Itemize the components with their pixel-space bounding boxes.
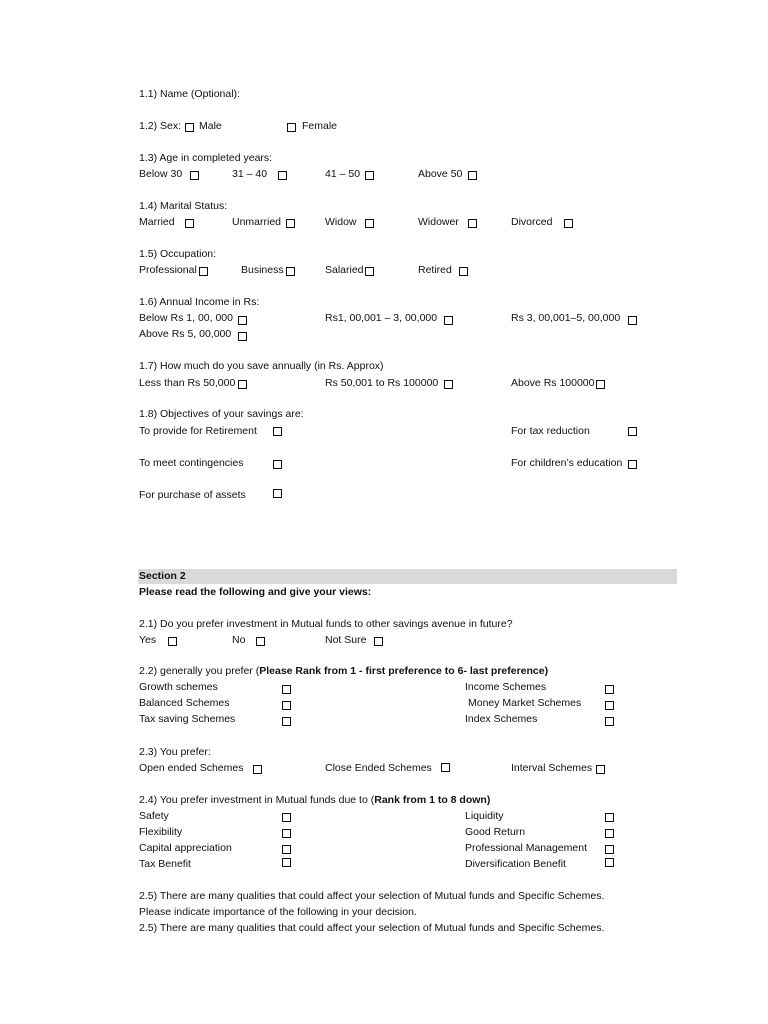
label-widow: Widow bbox=[325, 216, 357, 228]
checkbox-close-ended[interactable] bbox=[441, 763, 450, 772]
label-save-above-100k: Above Rs 100000 bbox=[511, 377, 595, 389]
checkbox-age-above-50[interactable] bbox=[468, 171, 477, 180]
section-2-header-band bbox=[138, 569, 677, 584]
section-2-subtitle: Please read the following and give your views: bbox=[139, 586, 372, 598]
label-not-sure: Not Sure bbox=[325, 634, 367, 646]
checkbox-interval[interactable] bbox=[596, 765, 605, 774]
checkbox-money-market[interactable] bbox=[605, 701, 614, 710]
label-open-ended: Open ended Schemes bbox=[139, 762, 244, 774]
label-age-41-50: 41 – 50 bbox=[325, 168, 361, 180]
label-business: Business bbox=[241, 264, 284, 276]
checkbox-balanced[interactable] bbox=[282, 701, 291, 710]
label-index: Index Schemes bbox=[465, 713, 538, 725]
label-professional-management: Professional Management bbox=[465, 842, 587, 854]
checkbox-obj-contingencies[interactable] bbox=[273, 460, 282, 469]
checkbox-retired[interactable] bbox=[459, 267, 468, 276]
checkbox-not-sure[interactable] bbox=[374, 637, 383, 646]
label-flexibility: Flexibility bbox=[139, 826, 183, 838]
checkbox-male[interactable] bbox=[185, 123, 194, 132]
label-liquidity: Liquidity bbox=[465, 810, 504, 822]
checkbox-female[interactable] bbox=[287, 123, 296, 132]
label-no: No bbox=[232, 634, 246, 646]
label-obj-retirement: To provide for Retirement bbox=[139, 425, 257, 437]
checkbox-save-50k-100k[interactable] bbox=[444, 380, 453, 389]
label-married: Married bbox=[139, 216, 175, 228]
label-save-lt-50k: Less than Rs 50,000 bbox=[139, 377, 236, 389]
section-2-title: Section 2 bbox=[139, 570, 186, 582]
label-female: Female bbox=[302, 120, 338, 132]
label-income-1l-3l: Rs1, 00,001 – 3, 00,000 bbox=[325, 312, 438, 324]
checkbox-professional[interactable] bbox=[199, 267, 208, 276]
q2-4-prefix: 2.4) You prefer investment in Mutual funds due to ( bbox=[139, 794, 375, 806]
q1-6-income: 1.6) Annual Income in Rs: bbox=[139, 296, 260, 308]
label-age-below-30: Below 30 bbox=[139, 168, 183, 180]
checkbox-capital-appreciation[interactable] bbox=[282, 845, 291, 854]
checkbox-income-below-1l[interactable] bbox=[238, 316, 247, 325]
checkbox-obj-children[interactable] bbox=[628, 460, 637, 469]
label-safety: Safety bbox=[139, 810, 169, 822]
checkbox-income-3l-5l[interactable] bbox=[628, 316, 637, 325]
label-income-above-5l: Above Rs 5, 00,000 bbox=[139, 328, 232, 340]
q2-4-instruction: Rank from 1 to 8 down) bbox=[374, 794, 491, 806]
label-age-above-50: Above 50 bbox=[418, 168, 463, 180]
checkbox-obj-tax[interactable] bbox=[628, 427, 637, 436]
label-obj-assets: For purchase of assets bbox=[139, 489, 246, 501]
checkbox-flexibility[interactable] bbox=[282, 829, 291, 838]
label-close-ended: Close Ended Schemes bbox=[325, 762, 432, 774]
checkbox-growth[interactable] bbox=[282, 685, 291, 694]
checkbox-index[interactable] bbox=[605, 717, 614, 726]
q2-5-qualities: 2.5) There are many qualities that could affect your selection of Mutual funds and Specific Schemes. bbox=[139, 890, 605, 902]
label-divorced: Divorced bbox=[511, 216, 553, 228]
q2-5-instruction: Please indicate importance of the following in your decision. bbox=[139, 906, 417, 918]
label-professional: Professional bbox=[139, 264, 197, 276]
checkbox-salaried[interactable] bbox=[365, 267, 374, 276]
q1-3-age: 1.3) Age in completed years: bbox=[139, 152, 273, 164]
label-money-market: Money Market Schemes bbox=[468, 697, 582, 709]
label-tax-benefit: Tax Benefit bbox=[139, 858, 191, 870]
label-obj-contingencies: To meet contingencies bbox=[139, 457, 244, 469]
q1-2-sex: 1.2) Sex: bbox=[139, 120, 182, 132]
checkbox-income-schemes[interactable] bbox=[605, 685, 614, 694]
label-capital-appreciation: Capital appreciation bbox=[139, 842, 232, 854]
label-obj-tax: For tax reduction bbox=[511, 425, 590, 437]
checkbox-age-31-40[interactable] bbox=[278, 171, 287, 180]
q1-7-savings: 1.7) How much do you save annually (in Rs. Approx) bbox=[139, 360, 384, 372]
q2-1-prefer-mf: 2.1) Do you prefer investment in Mutual funds to other savings avenue in future? bbox=[139, 618, 513, 630]
label-retired: Retired bbox=[418, 264, 452, 276]
label-salaried: Salaried bbox=[325, 264, 364, 276]
checkbox-no[interactable] bbox=[256, 637, 265, 646]
checkbox-save-lt-50k[interactable] bbox=[238, 380, 247, 389]
checkbox-divorced[interactable] bbox=[564, 219, 573, 228]
label-save-50k-100k: Rs 50,001 to Rs 100000 bbox=[325, 377, 439, 389]
checkbox-obj-assets[interactable] bbox=[273, 489, 282, 498]
q1-8-objectives: 1.8) Objectives of your savings are: bbox=[139, 408, 304, 420]
checkbox-open-ended[interactable] bbox=[253, 765, 262, 774]
label-male: Male bbox=[199, 120, 222, 132]
q1-5-occupation: 1.5) Occupation: bbox=[139, 248, 217, 260]
checkbox-income-above-5l[interactable] bbox=[238, 332, 247, 341]
q2-2-prefix: 2.2) generally you prefer ( bbox=[139, 665, 260, 677]
checkbox-business[interactable] bbox=[286, 267, 295, 276]
label-income-3l-5l: Rs 3, 00,001–5, 00,000 bbox=[511, 312, 621, 324]
label-diversification: Diversification Benefit bbox=[465, 858, 566, 870]
label-yes: Yes bbox=[139, 634, 157, 646]
checkbox-save-above-100k[interactable] bbox=[596, 380, 605, 389]
checkbox-tax-saving[interactable] bbox=[282, 717, 291, 726]
label-obj-children: For children’s education bbox=[511, 457, 623, 469]
label-income-below-1l: Below Rs 1, 00, 000 bbox=[139, 312, 233, 324]
checkbox-widower[interactable] bbox=[468, 219, 477, 228]
q1-1-name: 1.1) Name (Optional): bbox=[139, 88, 240, 100]
label-income-schemes: Income Schemes bbox=[465, 681, 547, 693]
checkbox-safety[interactable] bbox=[282, 813, 291, 822]
q2-2-instruction: Please Rank from 1 - first preference to 6- last preference) bbox=[259, 665, 549, 677]
checkbox-unmarried[interactable] bbox=[286, 219, 295, 228]
q2-4-reasons-rank bbox=[139, 794, 490, 807]
label-widower: Widower bbox=[418, 216, 459, 228]
label-balanced: Balanced Schemes bbox=[139, 697, 230, 709]
checkbox-professional-management[interactable] bbox=[605, 845, 614, 854]
q2-3-you-prefer: 2.3) You prefer: bbox=[139, 746, 211, 758]
checkbox-married[interactable] bbox=[185, 219, 194, 228]
checkbox-age-below-30[interactable] bbox=[190, 171, 199, 180]
checkbox-good-return[interactable] bbox=[605, 829, 614, 838]
label-good-return: Good Return bbox=[465, 826, 526, 838]
checkbox-diversification[interactable] bbox=[605, 858, 614, 867]
label-unmarried: Unmarried bbox=[232, 216, 282, 228]
label-interval: Interval Schemes bbox=[511, 762, 593, 774]
checkbox-income-1l-3l[interactable] bbox=[444, 316, 453, 325]
label-age-31-40: 31 – 40 bbox=[232, 168, 268, 180]
checkbox-tax-benefit[interactable] bbox=[282, 858, 291, 867]
checkbox-widow[interactable] bbox=[365, 219, 374, 228]
checkbox-age-41-50[interactable] bbox=[365, 171, 374, 180]
q2-5-qualities-repeat: 2.5) There are many qualities that could affect your selection of Mutual funds and Specific Schemes. bbox=[139, 922, 605, 934]
checkbox-obj-retirement[interactable] bbox=[273, 427, 282, 436]
q2-2-scheme-rank bbox=[139, 665, 548, 678]
checkbox-yes[interactable] bbox=[168, 637, 177, 646]
label-growth: Growth schemes bbox=[139, 681, 218, 693]
checkbox-liquidity[interactable] bbox=[605, 813, 614, 822]
q1-4-marital: 1.4) Marital Status: bbox=[139, 200, 228, 212]
label-tax-saving: Tax saving Schemes bbox=[139, 713, 236, 725]
